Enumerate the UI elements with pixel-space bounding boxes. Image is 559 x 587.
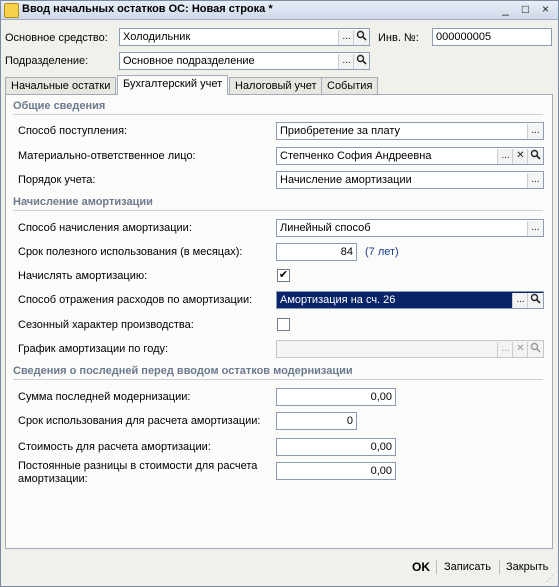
schedule-clear-icon[interactable]: ✕ — [512, 342, 528, 358]
resize-grip-icon[interactable]: ⋰ — [546, 574, 554, 583]
method-field[interactable] — [276, 219, 544, 237]
title-bar — [1, 1, 558, 20]
general-separator — [13, 114, 543, 115]
modernization-section-title: Сведения о последней перед вводом остатков модернизации — [13, 365, 353, 377]
method-label: Способ начисления амортизации: — [18, 222, 192, 234]
save-button[interactable]: Записать — [444, 561, 492, 573]
useful-life-label: Срок полезного использования (в месяцах): — [18, 246, 243, 258]
term-label: Срок использования для расчета амортизации: — [18, 415, 261, 427]
asset-value: Холодильник — [123, 31, 191, 43]
modernization-sum-label: Сумма последней модернизации: — [18, 391, 191, 403]
receipt-field[interactable] — [276, 122, 544, 140]
seasonal-checkbox[interactable] — [277, 318, 290, 331]
tab-panel — [5, 94, 553, 549]
useful-life-field[interactable]: 84 — [276, 243, 357, 261]
dept-search-icon[interactable] — [353, 54, 369, 70]
window-title: Ввод начальных остатков ОС: Новая строка * — [22, 3, 273, 15]
expense-field[interactable] — [276, 291, 544, 309]
useful-life-years: (7 лет) — [365, 246, 399, 258]
maximize-button[interactable]: □ — [521, 2, 530, 16]
accounting-order-label: Порядок учета: — [18, 174, 96, 186]
seasonal-label: Сезонный характер производства: — [18, 319, 194, 331]
ok-button[interactable]: OK — [412, 560, 430, 574]
responsible-select-button[interactable]: ... — [497, 149, 513, 165]
close-button[interactable]: Закрыть — [506, 561, 549, 573]
expense-value: Амортизация на сч. 26 — [280, 294, 396, 306]
schedule-label: График амортизации по году: — [18, 343, 169, 355]
receipt-select-button[interactable]: ... — [527, 124, 543, 140]
depreciation-separator — [13, 210, 543, 211]
cost-field[interactable]: 0,00 — [276, 438, 396, 456]
responsible-value: Степченко София Андреевна — [280, 150, 432, 162]
dept-value: Основное подразделение — [123, 55, 255, 67]
close-window-button[interactable]: × — [541, 2, 549, 16]
accounting-order-select-button[interactable]: ... — [527, 173, 543, 189]
dept-field[interactable] — [119, 52, 370, 70]
asset-search-icon[interactable] — [353, 30, 369, 46]
app-icon — [4, 3, 19, 18]
button-divider — [436, 560, 437, 574]
responsible-search-icon[interactable] — [527, 149, 543, 165]
diff-label-line1: Постоянные разницы в стоимости для расчета — [18, 460, 258, 472]
tab-tax-accounting[interactable]: Налоговый учет — [229, 77, 323, 94]
asset-select-button[interactable]: ... — [338, 30, 354, 46]
term-field[interactable]: 0 — [276, 412, 357, 430]
schedule-select-button[interactable]: ... — [497, 342, 513, 358]
tab-initial-balances[interactable]: Начальные остатки — [5, 77, 116, 94]
method-value: Линейный способ — [280, 222, 371, 234]
schedule-field[interactable] — [276, 340, 544, 358]
diff-label-line2: амортизации: — [18, 473, 88, 485]
diff-field[interactable]: 0,00 — [276, 462, 396, 480]
method-select-button[interactable]: ... — [527, 221, 543, 237]
dept-label: Подразделение: — [5, 55, 89, 67]
asset-label: Основное средство: — [5, 32, 108, 44]
expense-label: Способ отражения расходов по амортизации: — [18, 294, 253, 306]
modernization-sum-field[interactable]: 0,00 — [276, 388, 396, 406]
tab-events[interactable]: События — [321, 77, 378, 94]
check-icon: ✔ — [278, 269, 289, 281]
expense-search-icon[interactable] — [527, 293, 543, 309]
general-section-title: Общие сведения — [13, 100, 106, 112]
button-divider — [499, 560, 500, 574]
dept-select-button[interactable]: ... — [338, 54, 354, 70]
bottom-bar — [1, 552, 558, 586]
receipt-label: Способ поступления: — [18, 125, 128, 137]
inv-label: Инв. №: — [378, 32, 419, 44]
tab-accounting[interactable]: Бухгалтерский учет — [117, 75, 228, 95]
schedule-search-icon[interactable] — [527, 342, 543, 358]
depreciation-section-title: Начисление амортизации — [13, 196, 153, 208]
accounting-order-value: Начисление амортизации — [280, 174, 412, 186]
accounting-order-field[interactable] — [276, 171, 544, 189]
modernization-separator — [13, 379, 543, 380]
receipt-value: Приобретение за плату — [280, 125, 401, 137]
expense-select-button[interactable]: ... — [512, 293, 528, 309]
accrue-checkbox[interactable] — [277, 269, 290, 282]
responsible-clear-icon[interactable]: ✕ — [512, 149, 528, 165]
responsible-field[interactable] — [276, 147, 544, 165]
asset-field[interactable] — [119, 28, 370, 46]
inv-field[interactable]: 000000005 — [432, 28, 552, 46]
responsible-label: Материально-ответственное лицо: — [18, 150, 196, 162]
minimize-button[interactable]: _ — [502, 2, 509, 16]
accrue-label: Начислять амортизацию: — [18, 270, 148, 282]
cost-label: Стоимость для расчета амортизации: — [18, 441, 211, 453]
